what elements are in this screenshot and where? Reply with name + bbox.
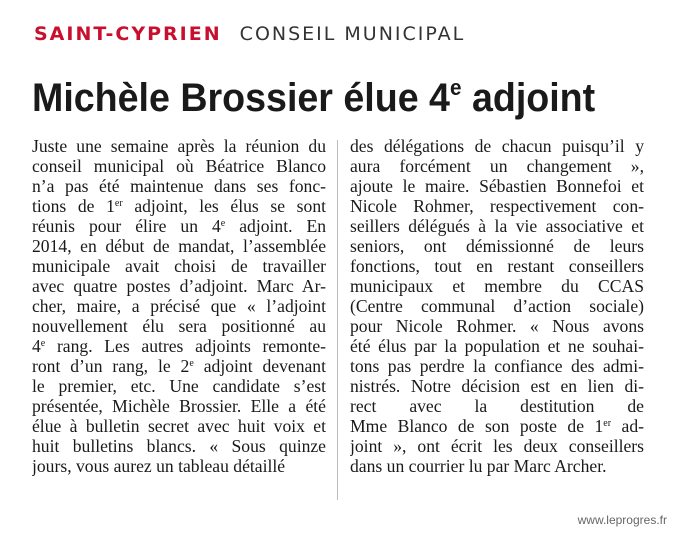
article-line-text: tions de 1: [32, 196, 115, 216]
article-kicker: [34, 22, 465, 46]
article-line: nistrés. Notre décision est en lien di-: [350, 376, 644, 396]
article-line: [32, 216, 326, 236]
article-line: joint », ont écrit les deux conseillers: [350, 436, 644, 456]
article-line: [32, 196, 326, 216]
article-line: rect avec la destitution de: [350, 396, 644, 416]
ordinal-superscript: e: [189, 358, 194, 369]
article-line-text: Mme Blanco de son poste de 1: [350, 416, 604, 436]
article-line: conseil municipal où Béatrice Blanco: [32, 156, 326, 176]
ordinal-superscript: er: [603, 418, 612, 429]
article-line-text: ront d’un rang, le 2: [32, 356, 190, 376]
article-line: le premier, etc. Une candidate s’est: [32, 376, 326, 396]
article-line-text: adjoint devenant: [193, 356, 326, 376]
article-line-text: adjoint. En: [225, 216, 326, 236]
category-label: CONSEIL MUNICIPAL: [239, 23, 466, 45]
location-label: SAINT-CYPRIEN: [34, 23, 222, 45]
article-line: nouvellement élu sera positionné au: [32, 316, 326, 336]
article-line-text: rang. Les autres adjoints remonte-: [45, 336, 326, 356]
article-line: Juste une semaine après la réunion du: [32, 136, 326, 156]
article-line: des délégations de chacun puisqu’il y: [350, 136, 644, 156]
article-line: [32, 356, 326, 376]
article-line: jours, vous aurez un tableau détaillé: [32, 456, 286, 476]
article-line: huit bulletins blancs. « Sous quinze: [32, 436, 326, 456]
article-line: tons pas perdre la confiance des admi-: [350, 356, 644, 376]
article-line-text: 4: [32, 336, 41, 356]
article-line: cher, maire, a précisé que « l’adjoint: [32, 296, 326, 316]
article-line: fonctions, tout en restant conseillers: [350, 256, 644, 276]
article-line-text: réunis pour élire un 4: [32, 216, 221, 236]
headline-superscript: e: [449, 75, 462, 100]
article-line: n’a pas été maintenue dans ses fonc-: [32, 176, 326, 196]
article-line: 2014, en début de mandat, l’assemblée: [32, 236, 326, 256]
article-line: municipaux et membre du CCAS: [350, 276, 644, 296]
column-divider: [337, 140, 338, 500]
article-line: élue à bulletin secret avec huit voix et: [32, 416, 326, 436]
headline: [32, 74, 595, 122]
article-line: présentée, Michèle Brossier. Elle a été: [32, 396, 326, 416]
article-line: [32, 336, 326, 356]
ordinal-superscript: e: [220, 218, 226, 229]
article-line: seniors, ont démissionné de leurs: [350, 236, 644, 256]
article-line: (Centre communal d’action sociale): [350, 296, 644, 316]
headline-text-end: adjoint: [461, 76, 596, 120]
ordinal-superscript: er: [114, 198, 123, 209]
article-line: été élus par la population et ne souhai-: [350, 336, 644, 356]
article-line: dans un courrier lu par Marc Archer.: [350, 456, 607, 476]
article-column-right: [350, 136, 644, 476]
source-url: www.leprogres.fr: [577, 513, 667, 527]
article-line: municipale avait choisi de travailler: [32, 256, 326, 276]
article-line: Nicole Rohmer, respectivement con-: [350, 196, 644, 216]
article-column-left: [32, 136, 326, 476]
headline-text: Michèle Brossier élue 4: [32, 76, 450, 120]
article-line-text: adjoint, les élus se sont: [122, 196, 326, 216]
article-line: pour Nicole Rohmer. « Nous avons: [350, 316, 644, 336]
article-line: avec quatre postes d’adjoint. Marc Ar-: [32, 276, 326, 296]
article-line: seillers délégués à la vie associative et: [350, 216, 644, 236]
article-line-text: ad-: [611, 416, 644, 436]
article-line: ajoute le maire. Sébastien Bonnefoi et: [350, 176, 644, 196]
article-line: aura forcément un changement »,: [350, 156, 644, 176]
ordinal-superscript: e: [40, 338, 46, 349]
article-line: [350, 416, 644, 436]
